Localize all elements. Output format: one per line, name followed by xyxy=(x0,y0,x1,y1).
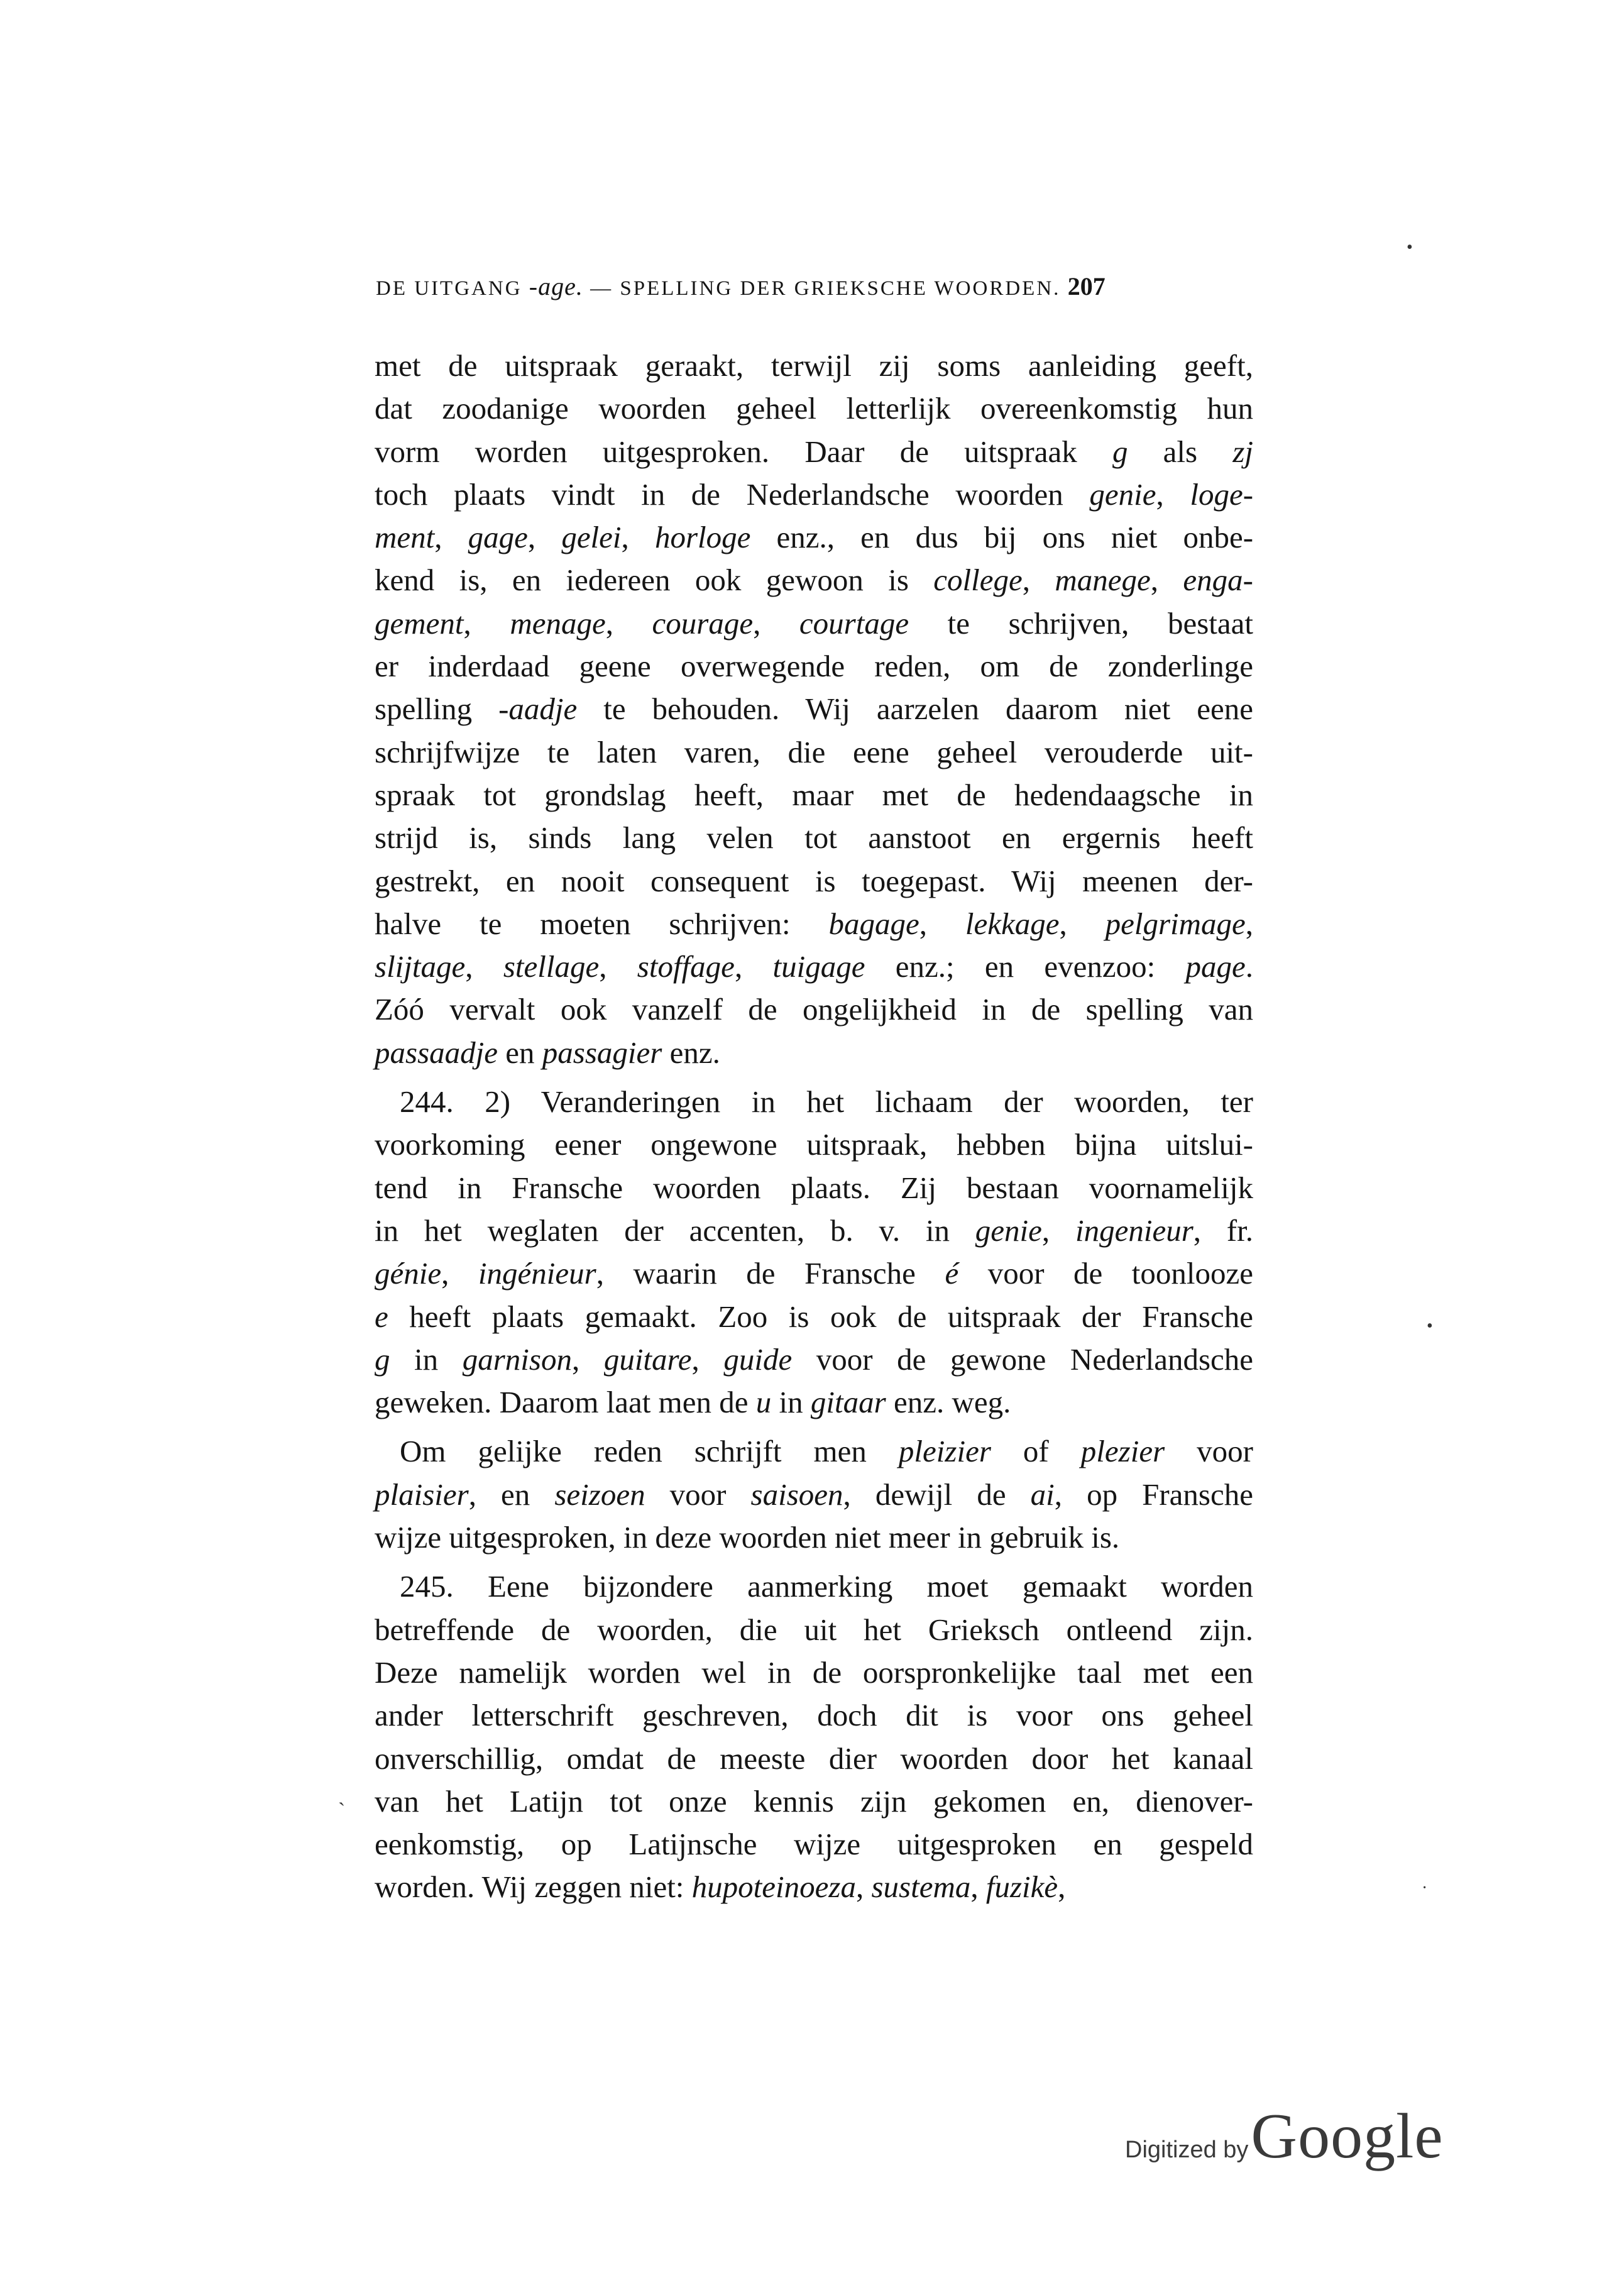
text-run: Om gelijke reden schrijft men xyxy=(400,1434,899,1469)
text-line xyxy=(375,860,1253,903)
text-run: , xyxy=(1245,906,1254,941)
text-run: , op Fransche xyxy=(1054,1477,1253,1512)
text-run: 245. Eene bijzondere aanmerking moet gemaakt worden xyxy=(400,1569,1253,1604)
text-run: , xyxy=(1058,1869,1066,1905)
text-run: en xyxy=(498,1035,542,1070)
italic-term: passaadje xyxy=(375,1035,498,1070)
italic-term: stellage xyxy=(503,949,600,984)
text-run: met de uitspraak geraakt, terwijl zij soms aanleiding geeft, xyxy=(375,348,1253,383)
text-run: in het weglaten der accenten, b. v. in xyxy=(375,1213,975,1248)
text-line xyxy=(375,1123,1253,1166)
text-run: onverschillig, omdat de meeste dier woorden door het kanaal xyxy=(375,1741,1253,1776)
text-run: , waarin de Fransche xyxy=(596,1256,945,1291)
text-line xyxy=(375,602,1253,645)
italic-term: g xyxy=(375,1341,390,1377)
text-run: voorkoming eener ongewone uitspraak, hebben bijna uitslui- xyxy=(375,1127,1253,1162)
text-line xyxy=(375,945,1253,988)
italic-term: ingenieur xyxy=(1075,1213,1193,1248)
text-line xyxy=(375,1167,1253,1209)
text-run: , xyxy=(621,520,655,555)
text-run: , xyxy=(434,520,468,555)
italic-term: lekkage xyxy=(965,906,1060,941)
text-line xyxy=(375,1209,1253,1252)
header-title: — SPELLING DER GRIEKSCHE WOORDEN. xyxy=(583,277,1068,300)
text-line xyxy=(375,1823,1253,1866)
text-run: Deze namelijk worden wel in de oorspronkelijke taal met een xyxy=(375,1654,1253,1690)
italic-term: guide xyxy=(723,1341,793,1377)
text-line xyxy=(375,903,1253,945)
text-line xyxy=(375,1081,1253,1123)
italic-term: enga- xyxy=(1183,563,1253,598)
italic-term: ment xyxy=(375,520,435,555)
text-run: . xyxy=(1245,949,1254,984)
text-run: ander letterschrift geschreven, doch dit is voor ons geheel xyxy=(375,1698,1253,1733)
text-line xyxy=(375,774,1253,817)
text-run: , xyxy=(1059,906,1106,941)
italic-term: stoffage xyxy=(637,949,735,984)
text-run: of xyxy=(990,1434,1081,1469)
text-line xyxy=(375,387,1253,430)
text-run: , xyxy=(441,1256,478,1291)
italic-term: sustema xyxy=(871,1869,971,1905)
text-run: voor de toonlooze xyxy=(958,1256,1254,1291)
text-run: , xyxy=(970,1869,986,1905)
text-run: betreffende de woorden, die uit het Grieksch ontleend zijn. xyxy=(375,1612,1253,1647)
text-line xyxy=(375,1609,1253,1651)
text-line xyxy=(375,1296,1253,1338)
text-run: , xyxy=(463,605,510,641)
text-line xyxy=(375,1338,1253,1381)
text-run: , xyxy=(855,1869,872,1905)
text-run: gestrekt, en nooit consequent is toegepast. Wij meenen der- xyxy=(375,863,1253,898)
text-line xyxy=(375,1651,1253,1694)
italic-term: genie xyxy=(975,1213,1042,1248)
text-run: eenkomstig, op Latijnsche wijze uitgesproken en gespeld xyxy=(375,1827,1253,1862)
italic-term: é xyxy=(945,1256,959,1291)
text-run: voor xyxy=(1165,1434,1253,1469)
italic-term: slijtage xyxy=(375,949,466,984)
digitized-by-google-watermark xyxy=(1125,2100,1444,2173)
text-line xyxy=(375,988,1253,1031)
digitized-by-label: Digitized by xyxy=(1125,2137,1249,2163)
text-run: als xyxy=(1127,434,1233,469)
text-run: spelling xyxy=(375,691,499,727)
italic-term: page xyxy=(1185,949,1246,984)
text-run: voor de gewone Nederlandsche xyxy=(792,1341,1254,1377)
text-run: toch plaats vindt in de Nederlandsche woorden xyxy=(375,476,1090,512)
scan-speck: · xyxy=(1422,1878,1428,1898)
italic-term: college xyxy=(933,563,1023,598)
text-run: , xyxy=(599,949,637,984)
running-header xyxy=(376,272,1275,301)
italic-term: menage xyxy=(510,605,606,641)
google-logo: Google xyxy=(1251,2101,1444,2172)
text-line xyxy=(375,817,1253,859)
text-run: Zóó vervalt ook vanzelf de ongelijkheid in de spelling van xyxy=(375,992,1253,1027)
text-run: , xyxy=(753,605,799,641)
italic-term: gitaar xyxy=(810,1385,886,1420)
italic-term: pleizier xyxy=(898,1434,991,1469)
text-line xyxy=(375,1866,1253,1908)
italic-term: gement xyxy=(375,605,464,641)
italic-term: -aadje xyxy=(498,691,578,727)
text-run: , xyxy=(1022,563,1055,598)
text-run: er inderdaad geene overwegende reden, om de zonderlinge xyxy=(375,649,1253,684)
text-run: halve te moeten schrijven: xyxy=(375,906,829,941)
italic-term: plezier xyxy=(1080,1434,1165,1469)
text-run: wijze uitgesproken, in deze woorden niet meer in gebruik is. xyxy=(375,1520,1120,1555)
scan-mark: ˏ xyxy=(338,1783,346,1806)
text-run: spraak tot grondslag heeft, maar met de hedendaagsche in xyxy=(375,777,1253,812)
italic-term: bagage xyxy=(828,906,919,941)
italic-term: ingénieur xyxy=(478,1256,596,1291)
italic-term: fuzikè xyxy=(985,1869,1058,1905)
text-run: , xyxy=(527,520,562,555)
text-run: enz., en dus bij ons niet onbe- xyxy=(750,520,1254,555)
text-run: enz. weg. xyxy=(886,1385,1011,1420)
italic-term: horloge xyxy=(654,520,751,555)
text-run: , xyxy=(691,1341,724,1377)
text-line xyxy=(375,1473,1253,1516)
italic-term: hupoteinoeza xyxy=(691,1869,856,1905)
text-run: kend is, en iedereen ook gewoon is xyxy=(375,563,934,598)
text-run: , xyxy=(1150,563,1183,598)
italic-term: gage xyxy=(468,520,528,555)
text-run: te behouden. Wij aarzelen daarom niet eene xyxy=(577,691,1253,727)
text-run: geweken. Daarom laat men de xyxy=(375,1385,756,1420)
text-line xyxy=(375,731,1253,774)
text-line xyxy=(375,1381,1253,1424)
text-run: strijd is, sinds lang velen tot aanstoot en ergernis heeft xyxy=(375,820,1253,856)
text-run: , en xyxy=(468,1477,555,1512)
text-run: vorm worden uitgesproken. Daar de uitspraak xyxy=(375,434,1112,469)
text-run: in xyxy=(390,1341,463,1377)
text-run: , fr. xyxy=(1193,1213,1253,1248)
italic-term: guitare xyxy=(603,1341,692,1377)
italic-term: tuigage xyxy=(772,949,865,984)
scan-speck: • xyxy=(1407,238,1413,257)
italic-term: pelgrimage xyxy=(1105,906,1246,941)
text-run: tend in Fransche woorden plaats. Zij bestaan voornamelijk xyxy=(375,1170,1253,1205)
italic-term: manege xyxy=(1055,563,1151,598)
text-run: heeft plaats gemaakt. Zoo is ook de uitspraak der Fransche xyxy=(388,1299,1253,1334)
text-line xyxy=(375,1694,1253,1737)
text-run: van het Latijn tot onze kennis zijn gekomen en, dienover- xyxy=(375,1783,1253,1819)
text-line xyxy=(375,1565,1253,1608)
scan-speck: • xyxy=(1427,1316,1433,1336)
text-run: 244. 2) Veranderingen in het lichaam der woorden, ter xyxy=(400,1084,1253,1120)
italic-term: zj xyxy=(1232,434,1253,469)
text-line xyxy=(375,688,1253,730)
text-run: te schrijven, bestaat xyxy=(909,605,1254,641)
italic-term: seizoen xyxy=(554,1477,645,1512)
text-run: , xyxy=(1041,1213,1075,1248)
italic-term: génie xyxy=(375,1256,442,1291)
header-left: DE UITGANG xyxy=(376,277,529,300)
text-run: enz. xyxy=(662,1035,720,1070)
text-line xyxy=(375,1516,1253,1559)
body-text xyxy=(375,344,1253,1909)
text-line xyxy=(375,344,1253,387)
text-run: voor xyxy=(645,1477,751,1512)
italic-term: g xyxy=(1112,434,1128,469)
text-run: in xyxy=(771,1385,811,1420)
text-run: dat zoodanige woorden geheel letterlijk overeenkomstig hun xyxy=(375,391,1253,426)
text-line xyxy=(375,1780,1253,1823)
italic-term: courage xyxy=(652,605,754,641)
text-line xyxy=(375,559,1253,602)
text-run: enz.; en evenzoo: xyxy=(865,949,1186,984)
italic-term: ai xyxy=(1030,1477,1055,1512)
italic-term: plaisier xyxy=(375,1477,469,1512)
italic-term: passagier xyxy=(542,1035,662,1070)
header-suffix-age: -age. xyxy=(529,272,583,300)
text-run: , xyxy=(605,605,652,641)
italic-term: saisoen xyxy=(750,1477,843,1512)
text-run: worden. Wij zeggen niet: xyxy=(375,1869,692,1905)
italic-term: garnison xyxy=(462,1341,572,1377)
text-line xyxy=(375,1032,1253,1074)
text-run: , dewijl de xyxy=(843,1477,1031,1512)
text-line xyxy=(375,1430,1253,1473)
text-run: , xyxy=(919,906,965,941)
italic-term: genie xyxy=(1089,476,1156,512)
italic-term: courtage xyxy=(799,605,909,641)
text-line xyxy=(375,473,1253,516)
text-run: , xyxy=(572,1341,604,1377)
italic-term: e xyxy=(375,1299,388,1334)
text-line xyxy=(375,516,1253,559)
text-line xyxy=(375,431,1253,473)
text-line xyxy=(375,645,1253,688)
text-run: , xyxy=(734,949,773,984)
italic-term: gelei xyxy=(561,520,622,555)
text-line xyxy=(375,1252,1253,1295)
text-run: , xyxy=(465,949,503,984)
italic-term: u xyxy=(755,1385,772,1420)
text-run: schrijfwijze te laten varen, die eene geheel verouderde uit- xyxy=(375,734,1253,769)
text-line xyxy=(375,1737,1253,1780)
italic-term: loge- xyxy=(1190,476,1254,512)
text-run: , xyxy=(1156,476,1190,512)
page-number: 207 xyxy=(1067,272,1106,300)
